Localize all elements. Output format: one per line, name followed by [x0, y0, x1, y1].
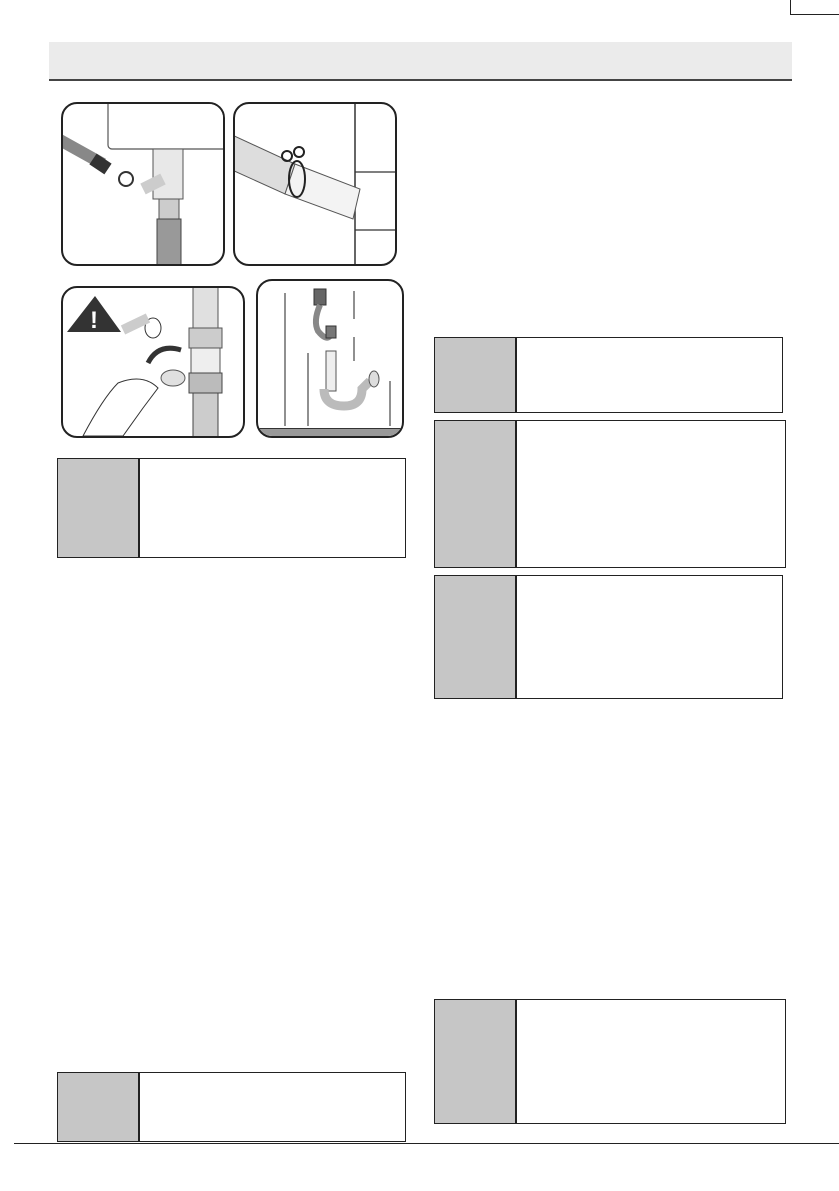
- note-tab: [435, 576, 517, 698]
- note-tab: [435, 421, 517, 567]
- crop-mark-side: [790, 0, 791, 14]
- drain-hose-clamp-figure: [61, 102, 225, 266]
- crop-mark-top: [790, 14, 839, 15]
- note-right-2: [434, 420, 786, 568]
- drain-height-figure: [256, 279, 404, 438]
- note-left-1: [57, 458, 406, 558]
- note-left-2: [57, 1072, 406, 1142]
- page-header-bar: [49, 42, 792, 81]
- note-tab: [435, 1000, 517, 1123]
- footer-rule: [14, 1143, 839, 1144]
- remove-seal-warning-figure: [61, 286, 245, 438]
- note-tab: [58, 459, 140, 557]
- note-right-3: [434, 575, 783, 699]
- warning-glyph: !: [90, 307, 98, 334]
- note-tab: [435, 338, 517, 412]
- hose-clamp-closeup-figure: [233, 102, 397, 266]
- note-right-1: [434, 337, 783, 413]
- note-tab: [58, 1073, 140, 1141]
- note-right-4: [434, 999, 786, 1124]
